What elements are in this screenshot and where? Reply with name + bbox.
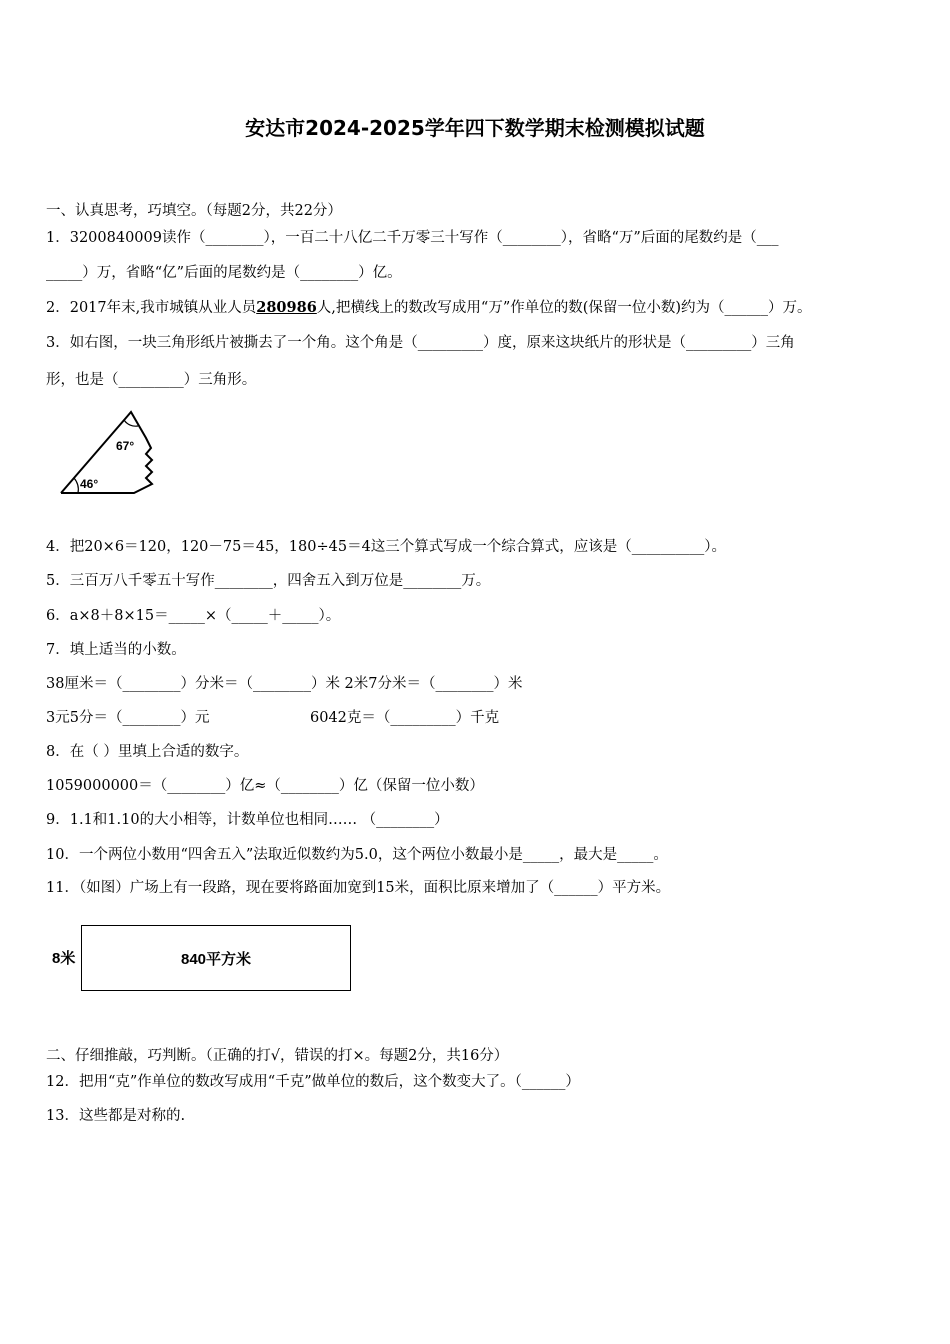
question-7-line-a: 38厘米＝（________）分米＝（________）米 2米7分米＝（________）米 bbox=[46, 676, 523, 692]
section-heading-2: 二、仔细推敲，巧判断。（正确的打√，错误的打×。每题2分，共16分） bbox=[46, 1048, 509, 1064]
question-8: 8．在（ ）里填上合适的数字。 bbox=[46, 744, 249, 760]
question-7-line-b-1: 3元5分＝（________）元 bbox=[46, 710, 210, 726]
question-7: 7．填上适当的小数。 bbox=[46, 642, 186, 658]
question-9: 9．1.1和1.10的大小相等，计数单位也相同…… （________） bbox=[46, 812, 449, 828]
rectangle-side-label: 8米 bbox=[52, 950, 76, 967]
angle-label-left: 46° bbox=[80, 477, 99, 491]
triangle-outline bbox=[61, 412, 152, 493]
torn-triangle-figure bbox=[56, 408, 166, 498]
question-2-text-before: 2．2017年末,我市城镇从业人员 bbox=[46, 300, 257, 316]
question-2 bbox=[46, 298, 812, 318]
angle-arc-left bbox=[74, 478, 78, 493]
question-6: 6．a×8＋8×15＝_____×（_____＋_____）。 bbox=[46, 608, 341, 624]
section-heading-1: 一、认真思考，巧填空。（每题2分，共22分） bbox=[46, 203, 342, 219]
question-11: 11．（如图）广场上有一段路，现在要将路面加宽到15米，面积比原来增加了（______）平方米。 bbox=[46, 880, 671, 896]
question-1-line-2: _____）万，省略“亿”后面的尾数约是（________）亿。 bbox=[46, 265, 402, 281]
question-10: 10．一个两位小数用“四舍五入”法取近似数约为5.0，这个两位小数最小是_____，最大是_____。 bbox=[46, 847, 668, 863]
question-8-line-a: 1059000000＝（________）亿≈（________）亿（保留一位小数） bbox=[46, 778, 484, 794]
question-3-line-1: 3．如右图，一块三角形纸片被撕去了一个角。这个角是（_________）度，原来这块纸片的形状是（_________）三角 bbox=[46, 335, 795, 351]
angle-label-top: 67° bbox=[116, 439, 135, 453]
question-7-line-b-2: 6042克＝（_________）千克 bbox=[310, 710, 500, 726]
question-2-text-after: 人,把横线上的数改写成用“万”作单位的数(保留一位小数)约为（______）万。 bbox=[316, 300, 812, 316]
question-5: 5．三百万八千零五十写作________，四舍五入到万位是________万。 bbox=[46, 573, 491, 589]
question-13: 13．这些都是对称的. bbox=[46, 1108, 186, 1124]
question-12: 12．把用“克”作单位的数改写成用“千克”做单位的数后，这个数变大了。（______） bbox=[46, 1074, 580, 1090]
page-title: 安达市2024-2025学年四下数学期末检测模拟试题 bbox=[245, 116, 705, 140]
question-3-line-2: 形，也是（_________）三角形。 bbox=[46, 372, 257, 388]
rectangle-area-label: 840平方米 bbox=[180, 950, 252, 968]
question-1-line-1: 1．3200840009读作（________），一百二十八亿二千万零三十写作（________），省略“万”后面的尾数约是（___ bbox=[46, 230, 779, 246]
road-rectangle bbox=[81, 925, 351, 991]
question-2-underlined-number: 280986 bbox=[256, 299, 317, 316]
question-4: 4．把20×6＝120，120－75＝45，180÷45＝4这三个算式写成一个综合算式，应该是（__________）。 bbox=[46, 539, 727, 555]
